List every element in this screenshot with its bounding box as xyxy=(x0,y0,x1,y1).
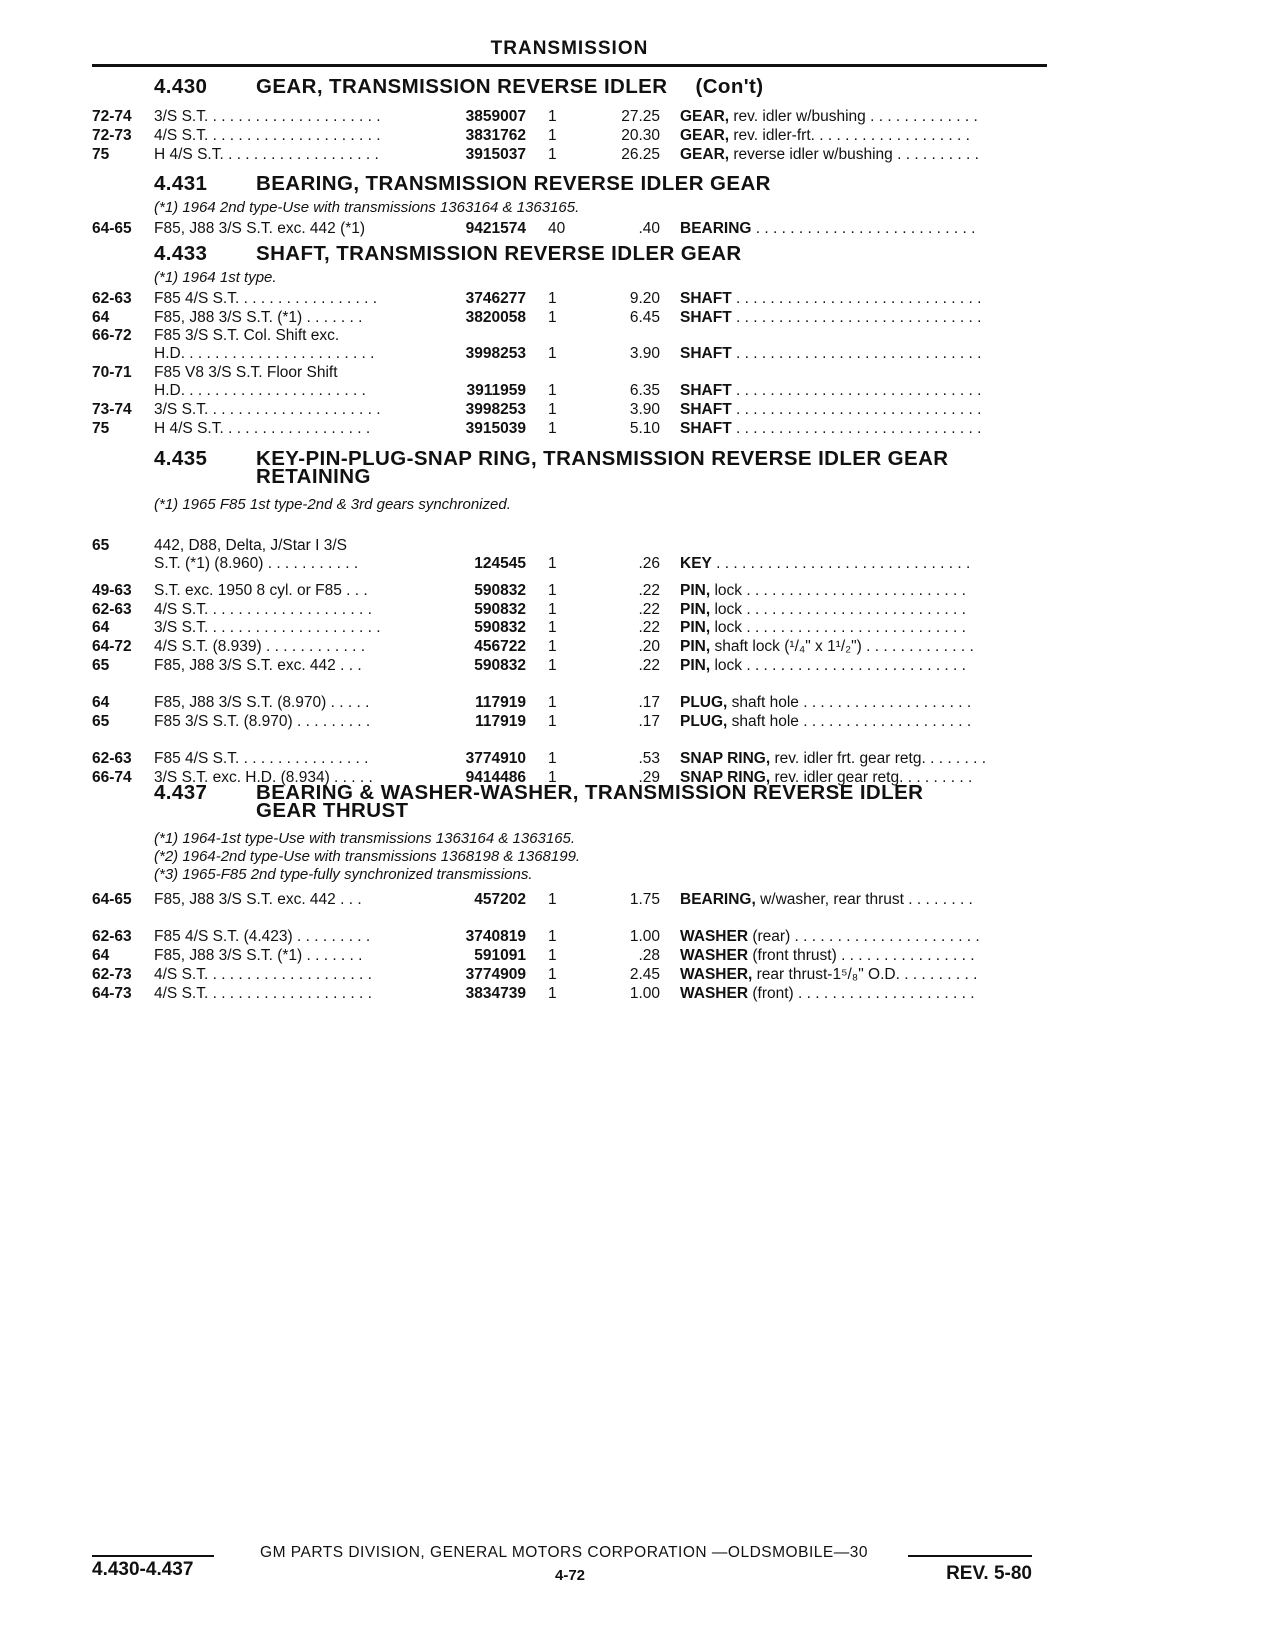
part-number-cell: 9421574 xyxy=(465,220,526,237)
year-cell: 75 xyxy=(92,146,110,163)
quantity-cell: 1 xyxy=(548,108,557,125)
part-number-cell: 591091 xyxy=(474,947,526,964)
description-cell xyxy=(680,891,1048,909)
description-noun: WASHER xyxy=(680,985,749,1002)
description-noun: PIN, xyxy=(680,619,711,636)
section-note: (*1) 1965 F85 1st type-2nd & 3rd gears synchronized. xyxy=(154,496,511,513)
quantity-cell: 1 xyxy=(548,555,557,572)
description-cell xyxy=(680,638,1048,656)
description-cell xyxy=(680,657,1048,675)
quantity-cell: 1 xyxy=(548,420,557,437)
description-cell xyxy=(680,127,1048,145)
description-cell xyxy=(680,694,1048,712)
footer-publisher: GM PARTS DIVISION, GENERAL MOTORS CORPORATION —OLDSMOBILE—30 xyxy=(260,1544,868,1561)
table-row xyxy=(0,146,1280,165)
price-cell: 6.35 xyxy=(629,382,660,399)
description-cell xyxy=(680,290,1048,308)
description-noun: SNAP RING, xyxy=(680,750,771,767)
year-cell: 70-71 xyxy=(92,364,132,381)
year-cell: 64-72 xyxy=(92,638,132,655)
table-row xyxy=(0,619,1280,638)
year-cell: 64 xyxy=(92,947,110,964)
section-heading-4430 xyxy=(154,75,763,99)
price-cell: .22 xyxy=(638,619,660,636)
description-detail: rear thrust-1⁵/₈" O.D. . . . . . . . . . xyxy=(752,966,978,983)
year-cell: 49-63 xyxy=(92,582,132,599)
description-noun: WASHER xyxy=(680,947,749,964)
description-cell xyxy=(680,146,1048,164)
year-cell: 72-73 xyxy=(92,127,132,144)
section-number: 4.433 xyxy=(154,242,208,265)
application-cell: F85 3/S S.T. (8.970) . . . . . . . . . xyxy=(154,713,371,730)
description-noun: SHAFT xyxy=(680,382,732,399)
quantity-cell: 1 xyxy=(548,601,557,618)
part-number-cell: 3774910 xyxy=(465,750,526,767)
description-cell xyxy=(680,769,1048,787)
description-noun: SHAFT xyxy=(680,401,732,418)
quantity-cell: 1 xyxy=(548,345,557,362)
description-noun: PIN, xyxy=(680,638,711,655)
quantity-cell: 1 xyxy=(548,146,557,163)
quantity-cell: 1 xyxy=(548,713,557,730)
table-row xyxy=(0,694,1280,713)
section-title: GEAR, TRANSMISSION REVERSE IDLER xyxy=(256,75,668,98)
quantity-cell: 1 xyxy=(548,966,557,983)
part-number-cell: 3998253 xyxy=(465,345,526,362)
quantity-cell: 1 xyxy=(548,619,557,636)
quantity-cell: 1 xyxy=(548,309,557,326)
description-cell xyxy=(680,309,1048,327)
year-cell: 64-73 xyxy=(92,985,132,1002)
price-cell: .22 xyxy=(638,582,660,599)
year-cell: 64 xyxy=(92,694,110,711)
section-note: (*1) 1964 2nd type-Use with transmissions 1363164 & 1363165. xyxy=(154,199,580,216)
description-cell xyxy=(680,382,1048,400)
part-number-cell: 117919 xyxy=(475,713,526,730)
description-detail: lock . . . . . . . . . . . . . . . . . . . . . . . . . . xyxy=(710,619,966,636)
footer-page-number: 4-72 xyxy=(554,1567,586,1584)
table-row xyxy=(0,345,1280,364)
table-row xyxy=(0,290,1280,309)
page-title: TRANSMISSION xyxy=(490,38,649,59)
year-cell: 64 xyxy=(92,309,110,326)
section-heading-4433 xyxy=(154,242,742,266)
price-cell: .17 xyxy=(638,694,660,711)
part-number-cell: 590832 xyxy=(474,601,526,618)
description-noun: PIN, xyxy=(680,601,711,618)
part-number-cell: 3834739 xyxy=(465,985,526,1002)
table-row xyxy=(0,127,1280,146)
application-cell: F85, J88 3/S S.T. exc. 442 . . . xyxy=(154,891,362,908)
application-cell: 442, D88, Delta, J/Star I 3/S xyxy=(154,537,347,554)
description-detail: . . . . . . . . . . . . . . . . . . . . . . . . . . . . . xyxy=(731,401,982,418)
part-number-cell: 3820058 xyxy=(465,309,526,326)
price-cell: 1.00 xyxy=(629,985,660,1002)
price-cell: .53 xyxy=(638,750,660,767)
quantity-cell: 40 xyxy=(548,220,566,237)
year-cell: 62-63 xyxy=(92,290,132,307)
description-detail: lock . . . . . . . . . . . . . . . . . . . . . . . . . . xyxy=(710,657,966,674)
description-detail: . . . . . . . . . . . . . . . . . . . . . . . . . . xyxy=(751,220,976,237)
section-title-continued: GEAR THRUST xyxy=(256,799,409,822)
application-cell: F85 4/S S.T. . . . . . . . . . . . . . . . xyxy=(154,750,369,767)
part-number-cell: 3998253 xyxy=(465,401,526,418)
quantity-cell: 1 xyxy=(548,769,557,786)
description-cell xyxy=(680,420,1048,438)
part-number-cell: 3831762 xyxy=(465,127,526,144)
section-number: 4.430 xyxy=(154,75,208,98)
description-noun: SHAFT xyxy=(680,345,732,362)
part-number-cell: 457202 xyxy=(474,891,526,908)
description-detail: (front thrust) . . . . . . . . . . . . . . . . xyxy=(748,947,975,964)
description-noun: PLUG, xyxy=(680,713,728,730)
description-noun: BEARING, xyxy=(680,891,756,908)
description-cell xyxy=(680,928,1048,946)
application-cell: 4/S S.T. . . . . . . . . . . . . . . . . . . . xyxy=(154,985,372,1002)
year-cell: 62-63 xyxy=(92,928,132,945)
price-cell: .29 xyxy=(638,769,660,786)
description-noun: BEARING xyxy=(680,220,752,237)
description-noun: WASHER, xyxy=(680,966,753,983)
description-noun: WASHER xyxy=(680,928,749,945)
description-detail: (rear) . . . . . . . . . . . . . . . . . . . . . . xyxy=(748,928,980,945)
application-cell: 3/S S.T. exc. H.D. (8.934) . . . . . xyxy=(154,769,373,786)
price-cell: 1.00 xyxy=(629,928,660,945)
part-number-cell: 456722 xyxy=(474,638,526,655)
description-detail: . . . . . . . . . . . . . . . . . . . . . . . . . . . . . xyxy=(731,345,982,362)
year-cell: 72-74 xyxy=(92,108,132,125)
table-row xyxy=(0,966,1280,985)
description-cell xyxy=(680,108,1048,126)
year-cell: 66-72 xyxy=(92,327,132,344)
application-cell: F85, J88 3/S S.T. (*1) . . . . . . . xyxy=(154,947,363,964)
description-cell xyxy=(680,401,1048,419)
description-cell xyxy=(680,619,1048,637)
description-detail: rev. idler gear retg. . . . . . . . . xyxy=(770,769,973,786)
year-cell: 64 xyxy=(92,619,110,636)
application-cell: F85, J88 3/S S.T. exc. 442 (*1) xyxy=(154,220,366,237)
part-number-cell: 124545 xyxy=(474,555,526,572)
year-cell: 75 xyxy=(92,420,110,437)
part-number-cell: 590832 xyxy=(474,657,526,674)
description-detail: rev. idler-frt. . . . . . . . . . . . . . . . . . . xyxy=(729,127,970,144)
description-noun: SHAFT xyxy=(680,309,732,326)
table-row xyxy=(0,327,1280,346)
description-noun: PIN, xyxy=(680,657,711,674)
quantity-cell: 1 xyxy=(548,582,557,599)
part-number-cell: 3740819 xyxy=(465,928,526,945)
description-detail: . . . . . . . . . . . . . . . . . . . . . . . . . . . . . xyxy=(731,309,982,326)
price-cell: 9.20 xyxy=(629,290,660,307)
description-cell xyxy=(680,966,1048,984)
price-cell: 1.75 xyxy=(629,891,660,908)
year-cell: 65 xyxy=(92,657,110,674)
part-number-cell: 9414486 xyxy=(465,769,526,786)
application-cell: F85, J88 3/S S.T. exc. 442 . . . xyxy=(154,657,362,674)
quantity-cell: 1 xyxy=(548,947,557,964)
section-note: (*1) 1964 1st type. xyxy=(154,269,277,286)
year-cell: 73-74 xyxy=(92,401,132,418)
description-noun: GEAR, xyxy=(680,127,730,144)
application-cell: 4/S S.T. . . . . . . . . . . . . . . . . . . . xyxy=(154,601,372,618)
application-cell: 3/S S.T. . . . . . . . . . . . . . . . . . . . . xyxy=(154,108,381,125)
description-detail: reverse idler w/bushing . . . . . . . . . . xyxy=(729,146,979,163)
description-noun: SHAFT xyxy=(680,290,732,307)
description-detail: . . . . . . . . . . . . . . . . . . . . . . . . . . . . . xyxy=(731,420,982,437)
application-cell: 4/S S.T. . . . . . . . . . . . . . . . . . . . xyxy=(154,966,372,983)
year-cell: 65 xyxy=(92,713,110,730)
description-noun: KEY xyxy=(680,555,712,572)
table-row xyxy=(0,750,1280,769)
description-noun: SHAFT xyxy=(680,420,732,437)
section-heading-4431 xyxy=(154,172,771,196)
table-row xyxy=(0,947,1280,966)
section-title: SHAFT, TRANSMISSION REVERSE IDLER GEAR xyxy=(256,242,742,265)
price-cell: 26.25 xyxy=(621,146,660,163)
section-title-continued: RETAINING xyxy=(256,465,371,488)
price-cell: 3.90 xyxy=(629,345,660,362)
section-title: BEARING, TRANSMISSION REVERSE IDLER GEAR xyxy=(256,172,771,195)
table-row xyxy=(0,582,1280,601)
part-number-cell: 3911959 xyxy=(466,382,526,399)
year-cell: 65 xyxy=(92,537,110,554)
quantity-cell: 1 xyxy=(548,290,557,307)
table-row xyxy=(0,713,1280,732)
price-cell: .22 xyxy=(638,601,660,618)
description-detail: rev. idler w/bushing . . . . . . . . . . . . . xyxy=(729,108,978,125)
application-cell: 4/S S.T. (8.939) . . . . . . . . . . . . xyxy=(154,638,366,655)
description-detail: lock . . . . . . . . . . . . . . . . . . . . . . . . . . xyxy=(710,601,966,618)
section-number: 4.435 xyxy=(154,447,208,470)
section-number: 4.431 xyxy=(154,172,208,195)
description-detail: shaft lock (¹/₄" x 1¹/₂") . . . . . . . . . . . . . xyxy=(710,638,974,655)
section-continued: (Con't) xyxy=(695,75,764,98)
section-title: KEY-PIN-PLUG-SNAP RING, TRANSMISSION REVERSE IDLER GEAR xyxy=(256,447,949,470)
quantity-cell: 1 xyxy=(548,657,557,674)
description-detail: (front) . . . . . . . . . . . . . . . . . . . . . xyxy=(748,985,975,1002)
application-cell: F85 3/S S.T. Col. Shift exc. xyxy=(154,327,340,344)
part-number-cell: 3915039 xyxy=(465,420,526,437)
year-cell: 62-73 xyxy=(92,966,132,983)
price-cell: .28 xyxy=(638,947,660,964)
application-cell: F85 4/S S.T. (4.423) . . . . . . . . . xyxy=(154,928,371,945)
application-cell: S.T. exc. 1950 8 cyl. or F85 . . . xyxy=(154,582,368,599)
section-note: (*3) 1965-F85 2nd type-fully synchronized transmissions. xyxy=(154,866,533,883)
table-row xyxy=(0,220,1280,239)
table-row xyxy=(0,601,1280,620)
application-cell: H 4/S S.T. . . . . . . . . . . . . . . . . . xyxy=(154,420,371,437)
table-row xyxy=(0,985,1280,1004)
section-title: BEARING & WASHER-WASHER, TRANSMISSION REVERSE IDLER xyxy=(256,781,924,804)
table-row xyxy=(0,891,1280,910)
quantity-cell: 1 xyxy=(548,985,557,1002)
footer-rule-left xyxy=(92,1555,214,1557)
quantity-cell: 1 xyxy=(548,638,557,655)
description-noun: GEAR, xyxy=(680,146,730,163)
description-detail: . . . . . . . . . . . . . . . . . . . . . . . . . . . . . xyxy=(731,290,982,307)
description-noun: GEAR, xyxy=(680,108,730,125)
table-row xyxy=(0,401,1280,420)
table-row xyxy=(0,108,1280,127)
year-cell: 62-63 xyxy=(92,750,132,767)
description-noun: SNAP RING, xyxy=(680,769,771,786)
quantity-cell: 1 xyxy=(548,401,557,418)
part-number-cell: 3859007 xyxy=(465,108,526,125)
description-cell xyxy=(680,750,1048,768)
description-cell xyxy=(680,582,1048,600)
part-number-cell: 590832 xyxy=(474,619,526,636)
price-cell: 3.90 xyxy=(629,401,660,418)
table-row xyxy=(0,657,1280,676)
price-cell: 5.10 xyxy=(629,420,660,437)
application-cell: 3/S S.T. . . . . . . . . . . . . . . . . . . . . xyxy=(154,619,381,636)
description-detail: shaft hole . . . . . . . . . . . . . . . . . . . . xyxy=(727,694,972,711)
price-cell: 27.25 xyxy=(621,108,660,125)
part-number-cell: 3774909 xyxy=(465,966,526,983)
header-rule xyxy=(92,64,1047,67)
section-note: (*1) 1964-1st type-Use with transmissions 1363164 & 1363165. xyxy=(154,830,576,847)
description-detail: . . . . . . . . . . . . . . . . . . . . . . . . . . . . . . xyxy=(711,555,971,572)
part-number-cell: 3746277 xyxy=(465,290,526,307)
price-cell: .26 xyxy=(638,555,660,572)
description-detail: w/washer, rear thrust . . . . . . . . xyxy=(755,891,973,908)
application-cell: H 4/S S.T. . . . . . . . . . . . . . . . . . . xyxy=(154,146,379,163)
table-row xyxy=(0,928,1280,947)
application-cell: F85, J88 3/S S.T. (*1) . . . . . . . xyxy=(154,309,363,326)
application-cell: S.T. (*1) (8.960) . . . . . . . . . . . xyxy=(154,555,359,572)
description-noun: PIN, xyxy=(680,582,711,599)
price-cell: .40 xyxy=(638,220,660,237)
quantity-cell: 1 xyxy=(548,891,557,908)
year-cell: 64-65 xyxy=(92,220,132,237)
application-cell: 4/S S.T. . . . . . . . . . . . . . . . . . . . . xyxy=(154,127,381,144)
table-row xyxy=(0,382,1280,401)
year-cell: 64-65 xyxy=(92,891,132,908)
year-cell: 62-63 xyxy=(92,601,132,618)
description-detail: lock . . . . . . . . . . . . . . . . . . . . . . . . . . xyxy=(710,582,966,599)
description-cell xyxy=(680,555,1048,573)
application-cell: F85 V8 3/S S.T. Floor Shift xyxy=(154,364,338,381)
description-cell xyxy=(680,713,1048,731)
table-row xyxy=(0,555,1280,574)
description-noun: PLUG, xyxy=(680,694,728,711)
quantity-cell: 1 xyxy=(548,127,557,144)
price-cell: .17 xyxy=(638,713,660,730)
application-cell: F85, J88 3/S S.T. (8.970) . . . . . xyxy=(154,694,370,711)
price-cell: .20 xyxy=(638,638,660,655)
table-row xyxy=(0,638,1280,657)
quantity-cell: 1 xyxy=(548,382,557,399)
application-cell: H.D. . . . . . . . . . . . . . . . . . . . . . . xyxy=(154,345,375,362)
footer-revision: REV. 5-80 xyxy=(946,1563,1032,1584)
description-detail: shaft hole . . . . . . . . . . . . . . . . . . . . xyxy=(727,713,972,730)
table-row xyxy=(0,769,1280,788)
application-cell: F85 4/S S.T. . . . . . . . . . . . . . . . . xyxy=(154,290,378,307)
price-cell: .22 xyxy=(638,657,660,674)
table-row xyxy=(0,420,1280,439)
year-cell: 66-74 xyxy=(92,769,132,786)
description-detail: . . . . . . . . . . . . . . . . . . . . . . . . . . . . . xyxy=(731,382,982,399)
table-row xyxy=(0,364,1280,383)
application-cell: 3/S S.T. . . . . . . . . . . . . . . . . . . . . xyxy=(154,401,381,418)
description-cell xyxy=(680,601,1048,619)
part-number-cell: 590832 xyxy=(474,582,526,599)
quantity-cell: 1 xyxy=(548,694,557,711)
description-cell xyxy=(680,947,1048,965)
description-detail: rev. idler frt. gear retg. . . . . . . . xyxy=(770,750,987,767)
part-number-cell: 117919 xyxy=(475,694,526,711)
price-cell: 20.30 xyxy=(621,127,660,144)
description-cell xyxy=(680,985,1048,1003)
application-cell: H.D. . . . . . . . . . . . . . . . . . . . . . xyxy=(154,382,366,399)
price-cell: 2.45 xyxy=(629,966,660,983)
quantity-cell: 1 xyxy=(548,928,557,945)
description-cell xyxy=(680,345,1048,363)
section-number: 4.437 xyxy=(154,781,208,804)
table-row xyxy=(0,309,1280,328)
part-number-cell: 3915037 xyxy=(465,146,526,163)
footer-rule-right xyxy=(908,1555,1032,1557)
section-note: (*2) 1964-2nd type-Use with transmissions 1368198 & 1368199. xyxy=(154,848,581,865)
footer-section-range: 4.430-4.437 xyxy=(92,1559,194,1580)
table-row xyxy=(0,537,1280,556)
price-cell: 6.45 xyxy=(629,309,660,326)
description-cell xyxy=(680,220,1048,238)
quantity-cell: 1 xyxy=(548,750,557,767)
